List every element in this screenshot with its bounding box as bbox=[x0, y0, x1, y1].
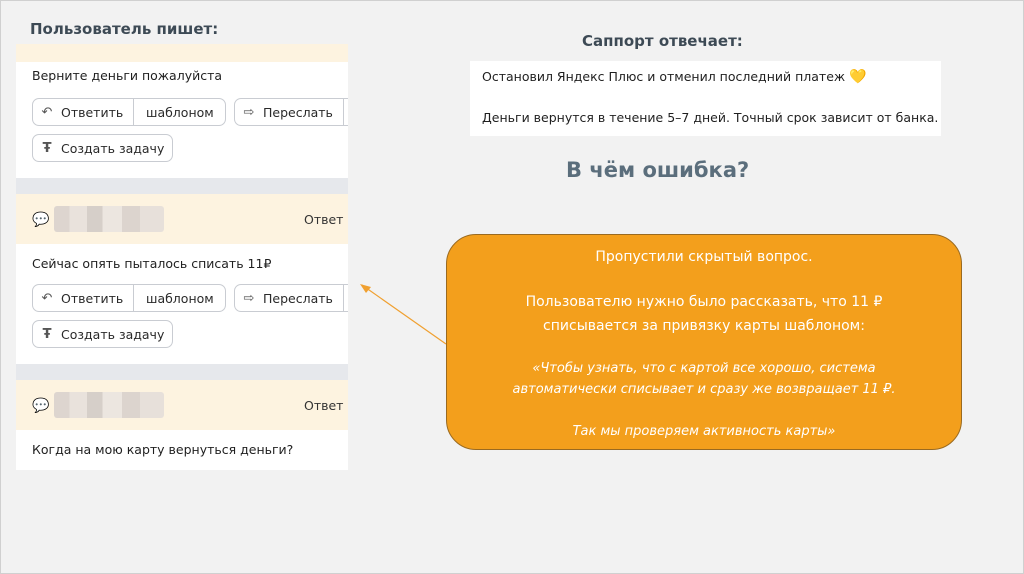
answer-quote-1: «Чтобы узнать, что с картой все хорошо, система bbox=[532, 361, 876, 376]
yellow-heart-icon: 💛 bbox=[849, 69, 867, 85]
answer-callout bbox=[446, 234, 962, 450]
user-writes-heading: Пользователь пишет: bbox=[30, 20, 219, 38]
answer-line-2: Пользователю нужно было рассказать, что 11 ₽ bbox=[525, 294, 883, 310]
reply-button[interactable]: Ответить bbox=[61, 290, 124, 306]
create-task-label: Создать задачу bbox=[61, 326, 165, 342]
template-button[interactable]: шаблоном bbox=[146, 290, 214, 306]
forward-arrow-icon: ⇨ bbox=[243, 290, 255, 306]
tracker-task-icon: Ŧ bbox=[42, 140, 52, 156]
reply-arrow-icon: ↶ bbox=[41, 104, 53, 120]
user-message: Сейчас опять пыталось списать 11₽ bbox=[32, 256, 272, 271]
forward-label: Переслать bbox=[263, 290, 333, 306]
forward-label: Переслать bbox=[263, 104, 333, 120]
template-button[interactable]: шаблоном bbox=[146, 104, 214, 120]
answer-quote-2: автоматически списывает и сразу же возвращает 11 ₽. bbox=[512, 382, 896, 397]
create-task-label: Создать задачу bbox=[61, 140, 165, 156]
answer-line-3: списывается за привязку карты шаблоном: bbox=[543, 318, 865, 334]
answer-tab[interactable]: Ответ bbox=[304, 398, 344, 413]
question-title: В чём ошибка? bbox=[566, 158, 750, 182]
support-answers-heading: Саппорт отвечает: bbox=[582, 32, 743, 50]
user-message: Верните деньги пожалуйста bbox=[32, 68, 223, 83]
user-message: Когда на мою карту вернуться деньги? bbox=[32, 442, 294, 457]
tracker-task-icon: Ŧ bbox=[42, 326, 52, 342]
reply-button[interactable]: Ответить bbox=[61, 104, 124, 120]
reply-arrow-icon: ↶ bbox=[41, 290, 53, 306]
answer-tab[interactable]: Ответ bbox=[304, 212, 344, 227]
answer-quote-3: Так мы проверяем активность карты» bbox=[572, 424, 836, 439]
chat-bubbles-icon: 💬 bbox=[32, 398, 50, 414]
answer-line-1: Пропустили скрытый вопрос. bbox=[595, 249, 813, 265]
support-text-1: Остановил Яндекс Плюс и отменил последний платеж bbox=[482, 69, 846, 84]
forward-arrow-icon: ⇨ bbox=[243, 104, 255, 120]
chat-bubbles-icon: 💬 bbox=[32, 212, 50, 228]
support-line-2: Деньги вернутся в течение 5–7 дней. Точный срок зависит от банка. bbox=[482, 110, 939, 125]
